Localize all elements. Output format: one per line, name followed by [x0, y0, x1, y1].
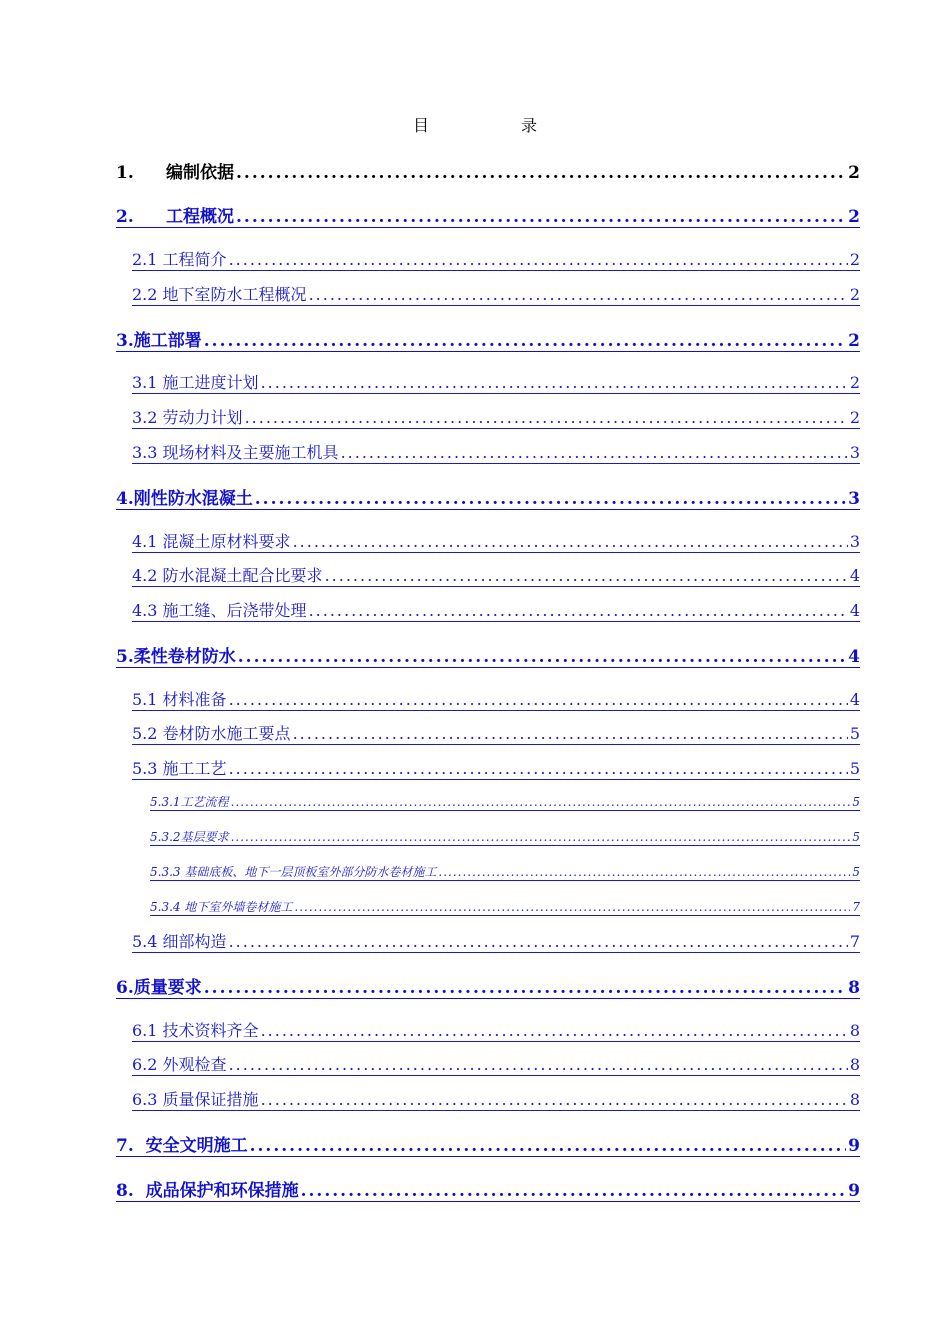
toc-entry-text: 混凝土原材料要求 — [162, 532, 291, 551]
dot-leader — [261, 373, 848, 392]
toc-entry-number: 6.3 — [132, 1090, 158, 1109]
dot-leader — [325, 566, 848, 585]
toc-entry-number: 5.1 — [132, 690, 158, 709]
toc-entry-text: 施工进度计划 — [162, 373, 259, 392]
toc-entry-number: 5.3.1 — [150, 795, 181, 809]
toc-entry-number: 4.3 — [132, 601, 158, 620]
toc-entry-number: 4.1 — [132, 532, 158, 551]
toc-entry-5-1[interactable] — [132, 687, 860, 711]
toc-entry-label — [132, 929, 227, 952]
toc-entry-page: 3 — [849, 443, 860, 462]
toc-entry-3-3[interactable] — [132, 440, 860, 464]
toc-entry-2[interactable] — [116, 202, 860, 228]
toc-entry-label — [132, 1087, 259, 1110]
toc-entry-page: 8 — [848, 978, 860, 998]
toc-entry-number: 5.4 — [132, 932, 158, 951]
toc-entry-text: 劳动力计划 — [162, 408, 243, 427]
toc-entry-4[interactable] — [116, 484, 860, 510]
toc-entry-page: 9 — [848, 1181, 860, 1201]
toc-entry-number: 6.2 — [132, 1055, 158, 1074]
toc-entry-1[interactable] — [116, 158, 860, 183]
toc-entry-label — [116, 642, 236, 667]
toc-entry-text: 外观检查 — [162, 1055, 227, 1074]
toc-entry-label — [132, 756, 227, 779]
toc-entry-number: 3. — [116, 331, 134, 351]
dot-leader — [438, 865, 850, 879]
toc-entry-text: 卷材防水施工要点 — [162, 724, 291, 743]
toc-entry-label — [132, 563, 323, 586]
dot-leader — [229, 932, 848, 951]
toc-entry-page: 5 — [849, 759, 860, 778]
toc-entry-2-2[interactable] — [132, 282, 860, 306]
toc-entry-number: 2.1 — [132, 250, 158, 269]
dot-leader — [229, 1055, 848, 1074]
toc-entry-page: 2 — [848, 331, 860, 351]
toc-entry-5-3-1[interactable] — [150, 793, 860, 811]
toc-entry-label — [150, 828, 229, 845]
toc-entry-number: 5.3.2 — [150, 830, 181, 844]
toc-entry-text: 技术资料齐全 — [162, 1021, 259, 1040]
toc-entry-label — [132, 1052, 227, 1075]
toc-entry-label — [132, 247, 227, 270]
toc-entry-page: 4 — [848, 647, 860, 667]
toc-entry-2-1[interactable] — [132, 247, 860, 271]
toc-entry-label — [116, 202, 234, 227]
toc-entry-page: 5 — [849, 724, 860, 743]
toc-entry-5-3-2[interactable] — [150, 828, 860, 846]
dot-leader — [236, 163, 846, 183]
dot-leader — [229, 690, 848, 709]
toc-entry-label — [132, 1018, 259, 1041]
dot-leader — [245, 408, 848, 427]
toc-entry-label — [116, 1131, 248, 1156]
toc-entry-label — [116, 484, 253, 509]
dot-leader — [236, 207, 846, 227]
toc-entry-5-4[interactable] — [132, 929, 860, 953]
toc-entry-page: 8 — [849, 1021, 860, 1040]
toc-entry-label — [116, 326, 202, 351]
toc-entry-number: 2. — [116, 207, 134, 227]
toc-entry-label — [150, 863, 436, 880]
toc-entry-5-3[interactable] — [132, 756, 860, 780]
toc-entry-label — [116, 158, 234, 183]
toc-entry-label — [132, 405, 243, 428]
toc-entry-page: 5 — [852, 865, 860, 879]
toc-entry-number: 8. — [116, 1181, 134, 1201]
toc-entry-page: 8 — [849, 1055, 860, 1074]
dot-leader — [204, 978, 846, 998]
dot-leader — [293, 532, 848, 551]
toc-entry-3-1[interactable] — [132, 370, 860, 394]
toc-entry-label — [132, 370, 259, 393]
dot-leader — [255, 489, 846, 509]
toc-entry-number: 5. — [116, 647, 134, 667]
toc-entry-text: 柔性卷材防水 — [133, 647, 236, 667]
toc-entry-label — [116, 973, 202, 998]
toc-entry-label — [132, 687, 227, 710]
toc-entry-7[interactable] — [116, 1131, 860, 1157]
toc-entry-3-2[interactable] — [132, 405, 860, 429]
toc-entry-number: 6.1 — [132, 1021, 158, 1040]
toc-entry-text: 地下室防水工程概况 — [162, 285, 307, 304]
toc-entry-page: 2 — [849, 408, 860, 427]
toc-entry-text: 工程简介 — [162, 250, 227, 269]
toc-entry-page: 2 — [848, 207, 860, 227]
toc-entry-5-3-3[interactable] — [150, 863, 860, 881]
toc-entry-label — [132, 598, 307, 621]
dot-leader — [229, 759, 848, 778]
toc-heading-left: 目 — [412, 116, 429, 135]
toc-entry-page: 2 — [849, 285, 860, 304]
toc-entry-page: 8 — [849, 1090, 860, 1109]
dot-leader — [301, 1181, 847, 1201]
toc-entry-text: 基层要求 — [180, 830, 229, 844]
dot-leader — [261, 1021, 848, 1040]
toc-entry-page: 7 — [852, 900, 860, 914]
toc-entry-label — [132, 282, 307, 305]
toc-entry-number: 4.2 — [132, 566, 158, 585]
toc-entry-text: 工艺流程 — [180, 795, 229, 809]
toc-entry-number: 6. — [116, 978, 134, 998]
toc-entry-page: 5 — [852, 795, 860, 809]
toc-entry-number: 5.3.4 — [150, 900, 181, 914]
toc-entry-text: 成品保护和环保措施 — [145, 1181, 299, 1201]
dot-leader — [231, 795, 851, 809]
toc-entry-page: 3 — [848, 489, 860, 509]
toc-entry-page: 2 — [849, 373, 860, 392]
toc-entry-text: 施工工艺 — [162, 759, 227, 778]
toc-entry-text: 材料准备 — [162, 690, 227, 709]
toc-entry-page: 2 — [848, 163, 860, 183]
toc-entry-6-3[interactable] — [132, 1087, 860, 1111]
toc-entry-page: 5 — [852, 830, 860, 844]
toc-entry-page: 2 — [849, 250, 860, 269]
toc-entry-page: 4 — [849, 601, 860, 620]
toc-entry-page: 4 — [849, 566, 860, 585]
toc-entry-page: 7 — [849, 932, 860, 951]
toc-entry-text: 工程概况 — [166, 207, 234, 227]
toc-entry-text: 安全文明施工 — [145, 1136, 248, 1156]
toc-heading-right: 录 — [521, 116, 538, 135]
toc-entry-text: 编制依据 — [166, 163, 234, 183]
toc-entry-label — [132, 440, 339, 463]
toc-heading — [0, 113, 950, 136]
toc-entry-text: 细部构造 — [162, 932, 227, 951]
toc-entry-text: 施工缝、后浇带处理 — [162, 601, 307, 620]
toc-entry-5-2[interactable] — [132, 721, 860, 745]
toc-entry-label — [132, 529, 291, 552]
toc-entry-number: 3.2 — [132, 408, 158, 427]
dot-leader — [250, 1136, 847, 1156]
toc-entry-label — [150, 793, 229, 810]
dot-leader — [238, 647, 846, 667]
toc-entry-label — [132, 721, 291, 744]
toc-entry-text: 防水混凝土配合比要求 — [162, 566, 323, 585]
toc-entry-number: 3.1 — [132, 373, 158, 392]
toc-entry-number: 7. — [116, 1136, 134, 1156]
toc-entry-3[interactable] — [116, 326, 860, 352]
toc-entry-text: 基础底板、地下一层顶板室外部分防水卷材施工 — [184, 865, 437, 879]
toc-entry-5[interactable] — [116, 642, 860, 668]
dot-leader — [341, 443, 848, 462]
toc-entry-4-1[interactable] — [132, 529, 860, 553]
dot-leader — [309, 285, 848, 304]
toc-entry-text: 现场材料及主要施工机具 — [162, 443, 339, 462]
toc-entry-text: 施工部署 — [133, 331, 202, 351]
dot-leader — [293, 724, 848, 743]
toc-entry-text: 质量要求 — [133, 978, 202, 998]
toc-entry-number: 4. — [116, 489, 134, 509]
toc-entry-page: 4 — [849, 690, 860, 709]
toc-entry-number: 5.3 — [132, 759, 158, 778]
toc-entry-8[interactable] — [116, 1176, 860, 1202]
toc-entry-text: 质量保证措施 — [162, 1090, 259, 1109]
toc-entry-text: 刚性防水混凝土 — [133, 489, 253, 509]
toc-entry-number: 3.3 — [132, 443, 158, 462]
dot-leader — [261, 1090, 848, 1109]
dot-leader — [204, 331, 846, 351]
toc-entry-6[interactable] — [116, 973, 860, 999]
toc-entry-number: 5.2 — [132, 724, 158, 743]
dot-leader — [229, 250, 848, 269]
toc-entry-page: 3 — [849, 532, 860, 551]
toc-entry-4-3[interactable] — [132, 598, 860, 622]
toc-entry-6-2[interactable] — [132, 1052, 860, 1076]
toc-entry-5-3-4[interactable] — [150, 898, 860, 916]
toc-entry-number: 5.3.3 — [150, 865, 181, 879]
dot-leader — [231, 830, 851, 844]
toc-entry-page: 9 — [848, 1136, 860, 1156]
toc-entry-number: 1. — [116, 163, 134, 183]
dot-leader — [309, 601, 848, 620]
toc-entry-6-1[interactable] — [132, 1018, 860, 1042]
toc-entry-label — [150, 898, 292, 915]
dot-leader — [294, 900, 850, 914]
toc-entry-4-2[interactable] — [132, 563, 860, 587]
toc-entry-number: 2.2 — [132, 285, 158, 304]
toc-entry-text: 地下室外墙卷材施工 — [184, 900, 293, 914]
toc-entry-label — [116, 1176, 299, 1201]
